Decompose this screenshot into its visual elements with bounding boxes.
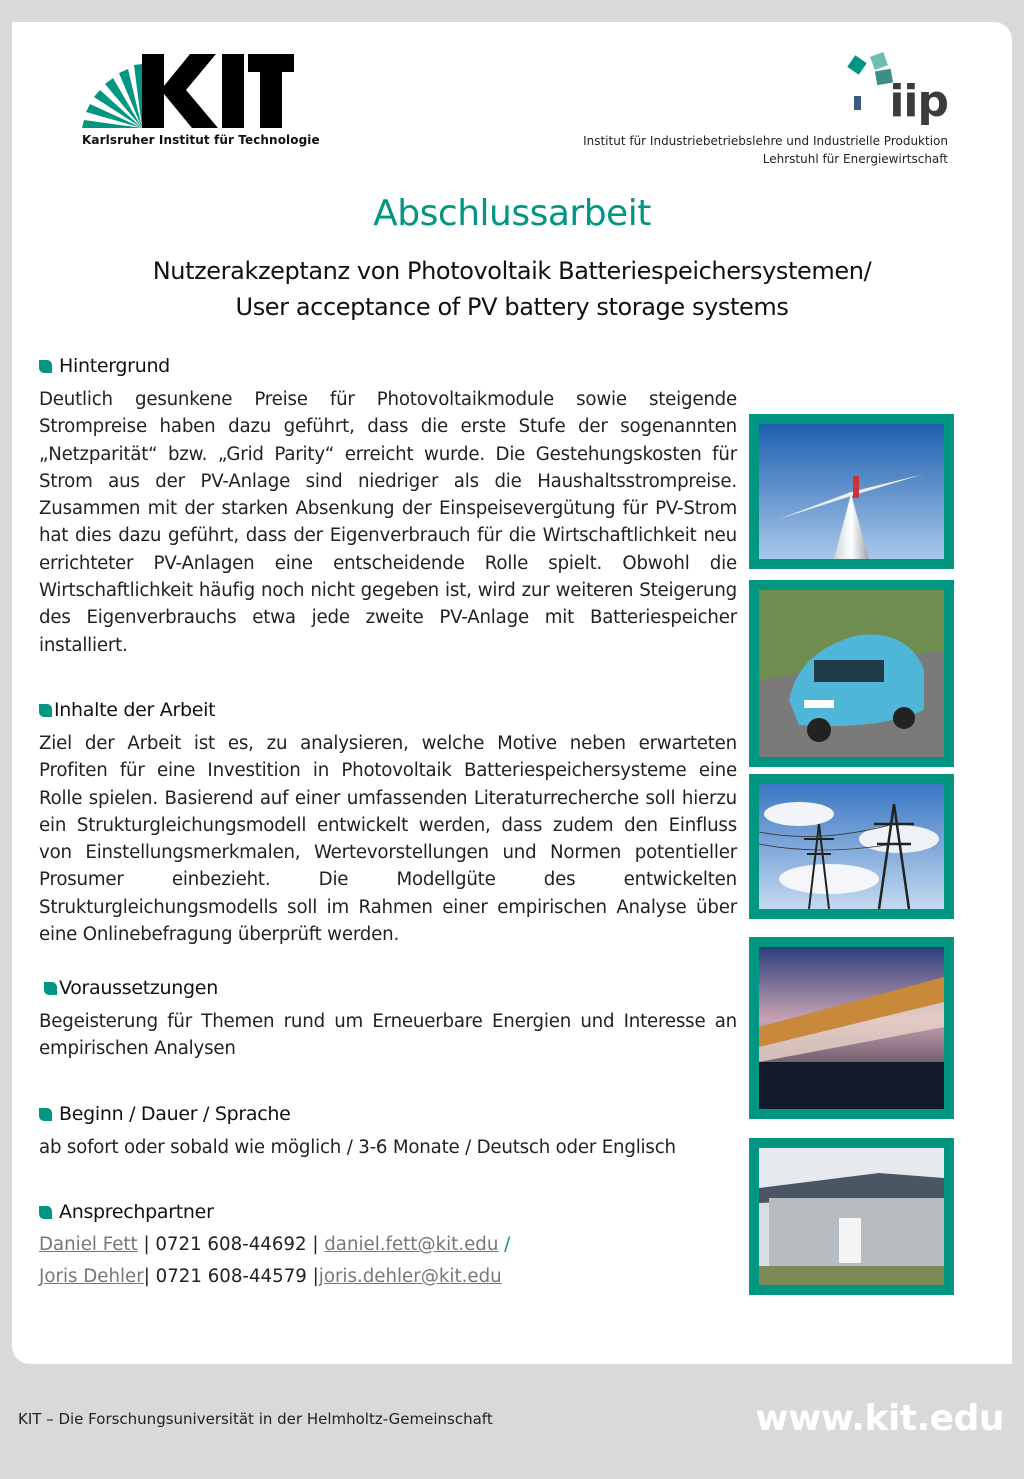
contact-line-1 xyxy=(39,1234,510,1255)
building-pv-photo xyxy=(749,1138,954,1295)
section-heading-contents: Inhalte der Arbeit xyxy=(39,699,215,721)
section-heading-background: Hintergrund xyxy=(39,355,170,377)
requirements-text: Begeisterung für Themen rund um Erneuerbare Energien und Interesse an empirischen Analysen xyxy=(39,1011,737,1060)
chair-name: Lehrstuhl für Energiewirtschaft xyxy=(762,152,948,166)
contact-phone-1: | 0721 608-44692 | xyxy=(137,1234,325,1255)
kit-name: Karlsruher Institut für Technologie xyxy=(82,133,320,147)
bullet-icon xyxy=(39,1206,52,1219)
contact-name-link-1[interactable]: Daniel Fett xyxy=(39,1234,138,1255)
iip-logo-text: iip xyxy=(889,76,948,127)
section-heading-contact: Ansprechpartner xyxy=(39,1201,214,1223)
bullet-icon xyxy=(39,360,52,373)
section-heading-requirements: Voraussetzungen xyxy=(44,977,218,999)
contents-text: Ziel der Arbeit ist es, zu analysieren, welche Motive neben erwarteten Profiten für eine Investition in Photovoltaik Batteriespeichersysteme eine Rolle spielen. Basierend auf einer umfassenden Literaturrecherche soll hierzu ein Strukturgleichungsmodell entwickelt werden, dass zudem den Einfluss von Einstellungsmerkmalen, Wertevorstellungen und Normen potentieller Prosumer einbezieht. Die Modellgüte des entwickelten Strukturgleichungsmodells soll im Rahmen einer empirischen Analyse über eine Onlinebefragung überprüft werden. xyxy=(39,733,737,946)
bullet-icon xyxy=(39,704,52,717)
contact-line-2 xyxy=(39,1266,502,1287)
electric-car-photo xyxy=(749,580,954,767)
contact-phone-2: | 0721 608-44579 | xyxy=(143,1266,319,1287)
contact-email-link-2[interactable]: joris.dehler@kit.edu xyxy=(318,1266,502,1287)
contact-name-link-2[interactable]: Joris Dehler xyxy=(39,1266,144,1287)
contact-email-link-1[interactable]: daniel.fett@kit.edu xyxy=(324,1234,499,1255)
start-text: ab sofort oder sobald wie möglich / 3-6 Monate / Deutsch oder Englisch xyxy=(39,1137,676,1158)
institute-name: Institut für Industriebetriebslehre und Industrielle Produktion xyxy=(583,134,948,148)
section-heading-start: Beginn / Dauer / Sprache xyxy=(39,1103,290,1125)
bullet-icon xyxy=(39,1108,52,1121)
footer-website[interactable]: www.kit.edu xyxy=(755,1398,1004,1439)
subtitle-english: User acceptance of PV battery storage systems xyxy=(235,293,789,321)
dam-photo xyxy=(749,937,954,1119)
footer-slogan: KIT – Die Forschungsuniversität in der Helmholtz-Gemeinschaft xyxy=(18,1410,493,1428)
contact-separator: / xyxy=(498,1234,511,1255)
page-title: Abschlussarbeit xyxy=(373,193,651,234)
kit-logo xyxy=(82,50,294,132)
background-text: Deutlich gesunkene Preise für Photovoltaikmodule sowie steigende Strompreise haben dazu geführt, dass die erste Stufe der sogenannten „Netzparität“ bzw. „Grid Parity“ erreicht wurde. Die Gestehungskosten für Strom aus der PV-Anlage sind niedriger als die Haushaltsstrompreise. Zusammen mit der starken Absenkung der Einspeisevergütung für PV-Strom hat dies dazu geführt, dass der Eigenverbrauch für die Wirtschaftlichkeit neu errichteter PV-Anlagen eine entscheidende Rolle spielt. Obwohl die Wirtschaftlichkeit häufig noch nicht gegeben ist, wird zur weiteren Steigerung des Eigenverbrauchs etwa jede zweite PV-Anlage mit Batteriespeicher installiert. xyxy=(39,389,737,656)
wind-turbine-photo xyxy=(749,414,954,569)
subtitle-german: Nutzerakzeptanz von Photovoltaik Batteriespeichersystemen/ xyxy=(152,257,872,285)
bullet-icon xyxy=(44,982,57,995)
power-lines-photo xyxy=(749,774,954,919)
